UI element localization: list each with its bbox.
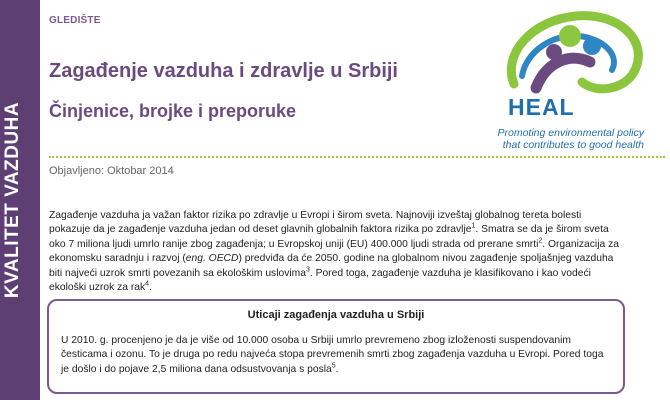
intro-emphasis: eng. OECD [185,253,239,265]
page-title: Zagađenje vazduha i zdravlje u Srbiji [49,60,398,82]
intro-text: oko 7 miliona ljudi umrlo ranije zbog zagađenja; u Evropskoj uniji (EU) 400.000 ljudi strada od prerane smrti [49,238,539,250]
intro-text: ekonomsku saradnju i razvoj ( [49,253,186,265]
sidebar-band [0,0,40,400]
impact-box-body [61,334,611,377]
footnote-ref: 2 [538,237,543,245]
intro-text: . Organizacija za [542,238,619,250]
box-line [61,348,611,362]
heal-logo [474,6,664,151]
intro-text: Zagađenje vazduha ja važan faktor rizika po zdravlje u Evropi i širom sveta. Najnoviji izveštaj globalnog tereta bolesti [49,210,582,221]
intro-text: . [149,282,152,294]
intro-line [49,281,623,295]
footnote-ref: 5 [331,362,336,370]
intro-line [49,267,623,281]
intro-text: pokazuje da je zagađenje vazduha jedan od deset glavnih globalnih faktora rizika po zdravlje [49,224,472,236]
header-divider [49,156,665,158]
intro-line [49,223,623,237]
page-subtitle: Činjenice, brojke i preporuke [49,101,297,121]
box-text: česticama i ozonu. To je druga po redu najveća stopa prevremenih smrti zbog zagađenja vazduha u Evropi. Pored toga [61,349,604,361]
intro-line [49,252,623,266]
footnote-ref: 3 [305,266,310,274]
logo-tagline-line-2: that contributes to good health [502,139,644,151]
section-label: GLEDIŠTE [49,15,101,26]
heal-logo-emblem [474,6,664,96]
footnote-ref: 4 [145,280,150,288]
sidebar-label: KVALITET VAZDUHA [2,101,23,299]
intro-text: . Pored toga, zagađenje vazduha je klasifikovano i kao vodeći [309,267,591,279]
intro-text: ekološki uzrok za rak [49,282,146,294]
intro-paragraph [49,209,623,295]
impact-box [47,299,625,394]
box-line [61,334,611,348]
logo-tagline-line-1: Promoting environmental policy [497,127,644,139]
intro-line [49,209,623,223]
box-line [61,363,611,377]
intro-text: . Smatra se da je širom sveta [475,224,609,236]
heal-logo-wordmark: HEAL [508,94,575,120]
intro-text: biti najveći uzrok smrti povezanih sa ekološkim uslovima [49,267,306,279]
impact-box-title: Uticaji zagađenja vazduha u Srbiji [247,309,425,321]
heal-logo-tagline [474,127,644,151]
box-text: . [335,363,339,375]
intro-line [49,238,623,252]
intro-text: ) predviđa da će 2050. godine na globalnom nivou zagađenje spoljašnjeg vazduha [238,253,614,265]
box-text: U 2010. g. procenjeno je da je više od 10.000 osoba u Srbiji umrlo prevremeno zbog izloženosti suspendovanim [61,335,572,346]
footnote-ref: 1 [471,222,476,230]
box-text: je došlo i do pojave 2,5 miliona dana odsustvovanja s posla [61,363,332,375]
publication-date: Objavljeno: Oktobar 2014 [49,165,174,177]
